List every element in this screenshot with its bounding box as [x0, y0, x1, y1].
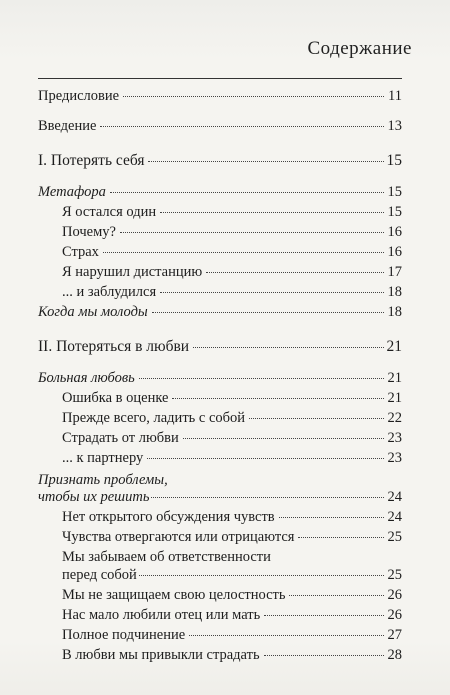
leader-dots: [298, 537, 384, 538]
toc-subentry: [38, 390, 402, 410]
toc-page-number: 16: [387, 224, 402, 240]
leader-dots: [139, 575, 384, 576]
leader-dots: [123, 96, 384, 97]
toc-chapter-entry: [38, 152, 402, 172]
title-divider: [38, 78, 402, 79]
toc-entry-label: Введение: [38, 118, 97, 134]
leader-dots: [206, 272, 384, 273]
toc-page-number: 26: [387, 606, 402, 623]
leader-dots: [172, 398, 384, 399]
toc-section-entry: [38, 370, 402, 390]
toc-entry-label: Чувства отвергаются или отрицаются: [62, 529, 295, 546]
toc-page-number: 17: [387, 264, 402, 280]
toc-entry-label-continued: перед собой: [62, 566, 137, 583]
toc-page-number: 21: [387, 370, 402, 386]
toc-entry-label: Почему?: [62, 224, 116, 240]
toc-subentry: [38, 224, 402, 244]
toc-entry-label: Я остался один: [62, 204, 157, 220]
toc-subentry: [38, 264, 402, 284]
leader-dots: [147, 458, 384, 459]
toc-entry-label: Страдать от любви: [62, 430, 179, 446]
toc-subentry: [38, 647, 402, 667]
toc-page-number: 21: [387, 390, 402, 406]
toc-page-number: 24: [387, 489, 402, 506]
leader-dots: [249, 418, 384, 419]
table-of-contents: [38, 82, 402, 667]
leader-dots: [139, 378, 384, 379]
toc-entry-label: I. Потерять себя: [38, 152, 145, 169]
toc-entry-label: В любви мы привыкли страдать: [62, 646, 260, 663]
toc-subentry: [38, 529, 402, 549]
toc-subentry: [38, 627, 402, 647]
leader-dots: [264, 655, 384, 656]
toc-section-entry: [38, 472, 402, 509]
toc-subentry: [38, 410, 402, 430]
toc-entry-label: Метафора: [38, 184, 106, 200]
toc-entry-label: Больная любовь: [38, 370, 135, 386]
toc-entry-label: Мы забываем об ответственности: [62, 549, 271, 566]
toc-subentry: [38, 509, 402, 529]
toc-subentry: [38, 450, 402, 470]
leader-dots: [160, 212, 384, 213]
toc-entry-label: Мы не защищаем свою целостность: [62, 586, 286, 603]
toc-entry-label: Я нарушил дистанцию: [62, 264, 203, 280]
toc-section-entry: [38, 184, 402, 204]
toc-subentry: [38, 284, 402, 304]
toc-page-number: 22: [387, 410, 402, 426]
toc-entry: [38, 118, 402, 138]
toc-page-number: 25: [387, 529, 402, 546]
leader-dots: [110, 192, 384, 193]
toc-entry-label-continued: чтобы их решить: [38, 489, 150, 506]
toc-entry-label: Признать проблемы,: [38, 472, 168, 488]
leader-dots: [151, 497, 384, 498]
toc-entry-label: ... к партнеру: [62, 450, 144, 466]
toc-subentry: [38, 430, 402, 450]
toc-entry-label: Страх: [62, 244, 99, 260]
toc-entry-label: Прежде всего, ладить с собой: [62, 410, 246, 426]
page-title: Содержание: [307, 38, 412, 59]
toc-entry-label: Ошибка в оценке: [62, 390, 169, 406]
toc-entry-label: Нас мало любили отец или мать: [62, 606, 261, 623]
leader-dots: [152, 312, 384, 313]
toc-page-number: 23: [387, 430, 402, 446]
toc-page-number: 16: [387, 244, 402, 260]
toc-entry-label: ... и заблудился: [62, 284, 157, 300]
toc-section-entry: [38, 304, 402, 324]
toc-subentry: [38, 549, 402, 586]
toc-entry-label: Полное подчинение: [62, 626, 186, 643]
leader-dots: [264, 615, 384, 616]
toc-entry: [38, 88, 402, 108]
toc-page-number: 18: [387, 284, 402, 300]
toc-page-number: 18: [387, 304, 402, 320]
toc-page-number: 27: [387, 626, 402, 643]
toc-page-number: 15: [387, 184, 402, 200]
leader-dots: [279, 517, 384, 518]
leader-dots: [183, 438, 384, 439]
leader-dots: [160, 292, 384, 293]
leader-dots: [189, 635, 384, 636]
toc-page-number: 21: [386, 338, 402, 355]
leader-dots: [120, 232, 384, 233]
toc-page-number: 24: [387, 509, 402, 526]
toc-page-number: 28: [387, 646, 402, 663]
leader-dots: [289, 595, 384, 596]
toc-page-number: 11: [388, 88, 402, 104]
leader-dots: [193, 347, 384, 348]
toc-entry-label: Нет открытого обсуждения чувств: [62, 509, 275, 526]
toc-page-number: 23: [387, 450, 402, 466]
toc-subentry: [38, 607, 402, 627]
toc-chapter-entry: [38, 338, 402, 358]
toc-page-number: 25: [387, 566, 402, 583]
toc-subentry: [38, 204, 402, 224]
leader-dots: [148, 161, 384, 162]
leader-dots: [103, 252, 384, 253]
toc-subentry: [38, 244, 402, 264]
toc-subentry: [38, 587, 402, 607]
toc-entry-label: Предисловие: [38, 88, 120, 104]
toc-page-number: 15: [386, 152, 402, 169]
toc-page-number: 26: [387, 586, 402, 603]
toc-entry-label: Когда мы молоды: [38, 304, 148, 320]
toc-page-number: 15: [387, 204, 402, 220]
leader-dots: [100, 126, 384, 127]
toc-entry-label: II. Потеряться в любви: [38, 338, 190, 355]
toc-page-number: 13: [387, 118, 402, 134]
